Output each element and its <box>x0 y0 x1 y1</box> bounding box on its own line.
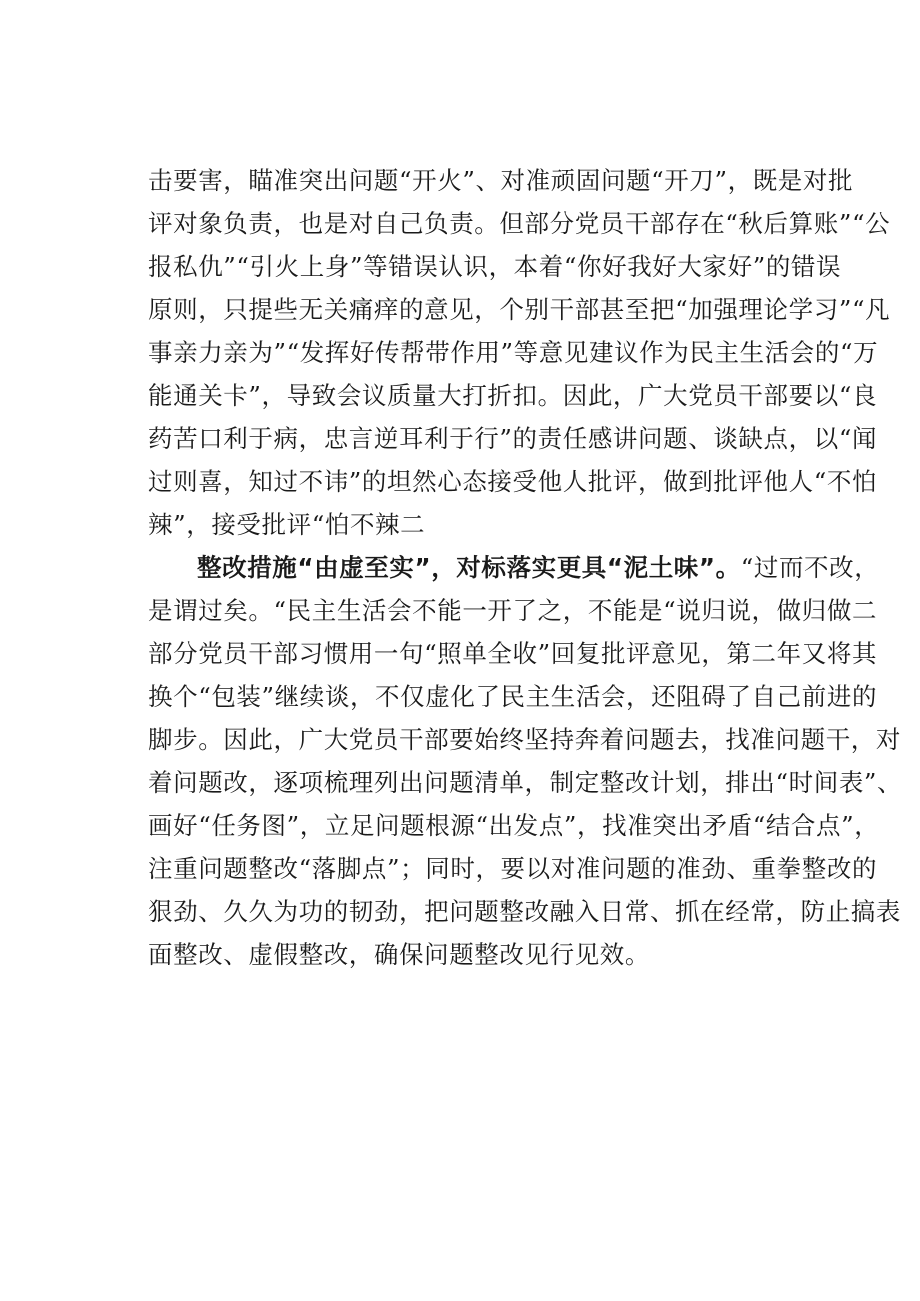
paragraph-line: 评对象负责，也是对自己负责。但部分党员干部存在“秋后算账”“公 <box>148 209 891 238</box>
paragraph-line: 画好“任务图”，立足问题根源“出发点”，找准突出矛盾“结合点”， <box>148 811 880 840</box>
paragraph-line: 换个“包装”继续谈，不仅虚化了民主生活会，还阻碍了自己前进的 <box>148 682 878 711</box>
paragraph-line: 脚步。因此，广大党员干部要始终坚持奔着问题去，找准问题干，对 <box>148 725 901 754</box>
paragraph-line: 事亲力亲为”“发挥好传帮带作用”等意见建议作为民主生活会的“万 <box>148 338 879 367</box>
paragraph-heading: 整改措施“由虚至实”，对标落实更具“泥土味”。 <box>197 553 741 582</box>
paragraph-line: 注重问题整改“落脚点”；同时，要以对准问题的准劲、重拳整改的 <box>148 854 878 883</box>
paragraph-line: 药苦口利于病，忠言逆耳利于行”的责任感讲问题、谈缺点，以“闻 <box>148 424 878 453</box>
paragraph-line: 能通关卡”，导致会议质量大打折扣。因此，广大党员干部要以“良 <box>148 381 878 410</box>
paragraph-line: 击要害，瞄准突出问题“开火”、对准顽固问题“开刀”，既是对批 <box>148 166 854 195</box>
paragraph-line: 过则喜，知过不讳”的坦然心态接受他人批评，做到批评他人“不怕 <box>148 467 878 496</box>
paragraph-line: 辣”，接受批评“怕不辣二 <box>148 510 426 539</box>
paragraph-rectification <box>148 546 903 976</box>
paragraph-line: 着问题改，逐项梳理列出问题清单，制定整改计划，排出“时间表”、 <box>148 768 903 797</box>
paragraph-line: 是谓过矣。“民主生活会不能一开了之，不能是“说归说，做归做二 <box>148 596 878 625</box>
paragraph-line: 报私仇”“引火上身”等错误认识，本着“你好我好大家好”的错误 <box>148 252 842 281</box>
paragraph-line: 原则，只提些无关痛痒的意见，个别干部甚至把“加强理论学习”“凡 <box>148 295 891 324</box>
paragraph-line: 部分党员干部习惯用一句“照单全收”回复批评意见，第二年又将其 <box>148 639 878 668</box>
paragraph-first-line <box>148 546 880 589</box>
paragraph-criticism <box>148 159 891 546</box>
paragraph-first-line-text: “过而不改， <box>740 553 880 582</box>
paragraph-line: 面整改、虚假整改，确保问题整改见行见效。 <box>148 940 650 969</box>
paragraph-line: 狠劲、久久为功的韧劲，把问题整改融入日常、抓在经常，防止搞表 <box>148 897 901 926</box>
